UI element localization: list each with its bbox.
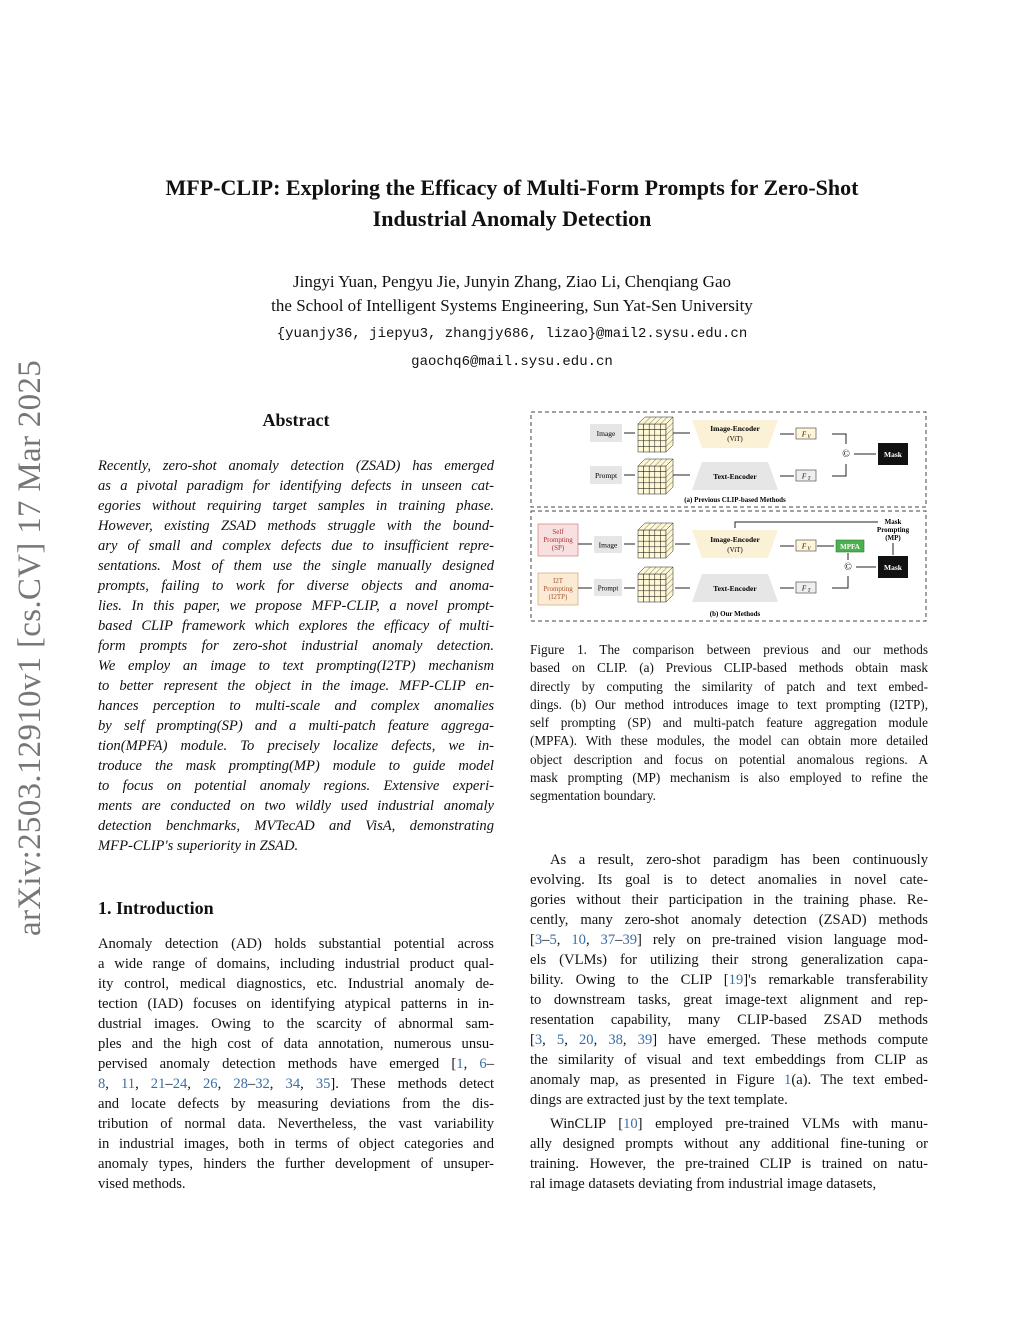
- grid-cell: [649, 552, 655, 558]
- intro-line: ples and the high cost of data annotation, numerous unsu-: [98, 1036, 494, 1052]
- grid-cell: [655, 591, 661, 597]
- text-encoder-a-label: Text-Encoder: [713, 472, 757, 481]
- grid-cell: [644, 580, 650, 586]
- fv-a-label: F: [801, 430, 807, 439]
- grid-cell: [655, 547, 661, 553]
- sp-label-1: Self: [552, 528, 564, 536]
- citation-link[interactable]: 38: [608, 1032, 623, 1048]
- caption-line: (MPFA). With these modules, the model can obtain more detailed: [530, 733, 928, 749]
- grid-cell: [660, 552, 666, 558]
- patch-grid-prompt-a: [638, 459, 673, 494]
- body-line: bility. Owing to the CLIP [19]'s remarkable transferability: [530, 972, 928, 988]
- grid-cell: [638, 466, 644, 472]
- grid-cell: [638, 536, 644, 542]
- author-block: [80, 270, 944, 374]
- grid-cell: [638, 552, 644, 558]
- grid-cell: [649, 574, 655, 580]
- title-line-1: MFP-CLIP: Exploring the Efficacy of Multi-Form Prompts for Zero-Shot: [165, 175, 859, 200]
- grid-cell: [655, 596, 661, 602]
- sp-label-2: Prompting: [543, 536, 573, 544]
- intro-line: dustrial images. Owing to the scarcity of abnormal sam-: [98, 1016, 494, 1032]
- grid-cell: [660, 541, 666, 547]
- citation-link[interactable]: 11: [121, 1076, 136, 1092]
- mask-a-label: Mask: [884, 450, 902, 459]
- body-line: dings are extracted just by the text template.: [530, 1092, 788, 1108]
- body-line: ally designed prompts without any additional fine-tuning or: [530, 1136, 928, 1152]
- intro-line: tribution of normal data. Nevertheless, the vast variability: [98, 1116, 494, 1132]
- citation-link[interactable]: 6: [479, 1056, 487, 1072]
- arrow: [832, 576, 848, 588]
- grid-cell: [649, 446, 655, 452]
- grid-cell: [644, 435, 650, 441]
- image-encoder-a-vit: (ViT): [727, 435, 743, 443]
- arrow: [832, 464, 846, 476]
- grid-cell: [660, 477, 666, 483]
- grid-cell: [649, 585, 655, 591]
- grid-cell: [644, 585, 650, 591]
- grid-cell: [644, 541, 650, 547]
- body-line: resentation capability, many CLIP-based ZSAD methods: [530, 1012, 928, 1028]
- grid-cell: [638, 580, 644, 586]
- grid-cell: [638, 430, 644, 436]
- grid-cell: [649, 547, 655, 553]
- body-line: the similarity of visual and text embeddings from CLIP as: [530, 1052, 928, 1068]
- i2tp-label-1: I2T: [552, 577, 564, 585]
- citation-link[interactable]: 21: [150, 1076, 166, 1092]
- ft-b-label: F: [801, 584, 807, 593]
- arrow: [832, 434, 846, 444]
- patch-grid-prompt-b: [638, 567, 673, 602]
- citation-link[interactable]: 35: [315, 1076, 331, 1092]
- abstract-line: lies. In this paper, we propose MFP-CLIP, a novel prompt-: [98, 598, 494, 614]
- intro-line: and locate defects by measuring deviations from the dis-: [98, 1096, 494, 1112]
- ft-a-label: F: [801, 472, 807, 481]
- figure-1: [530, 410, 928, 625]
- intro-line: a wide range of domains, including industrial product qual-: [98, 956, 494, 972]
- grid-cell: [655, 536, 661, 542]
- grid-cell: [660, 483, 666, 489]
- grid-cell: [638, 547, 644, 553]
- grid-cell: [644, 441, 650, 447]
- grid-cell: [638, 472, 644, 478]
- abstract-body: [98, 456, 494, 856]
- abstract-line: by self prompting(SP) and a multi-patch feature aggrega-: [98, 718, 494, 734]
- panel-b-image-label: Image: [598, 540, 618, 550]
- grid-cell: [655, 483, 661, 489]
- body-line: As a result, zero-shot paradigm has been continuously: [550, 852, 928, 868]
- grid-cell: [649, 424, 655, 430]
- grid-cell: [644, 472, 650, 478]
- abstract-line: as a pivotal paradigm for identifying defects in unseen cat-: [98, 478, 494, 494]
- body-line: evolving. Its goal is to detect anomalies in novel cate-: [530, 872, 928, 888]
- intro-line: pervised anomaly detection methods have emerged [1, 6–: [98, 1056, 495, 1072]
- grid-cell: [649, 596, 655, 602]
- grid-cell: [655, 472, 661, 478]
- citation-link[interactable]: 26: [203, 1076, 218, 1092]
- grid-cell: [649, 430, 655, 436]
- grid-cell: [644, 596, 650, 602]
- abstract-heading: Abstract: [262, 410, 330, 430]
- caption-line: mask prompting (MP) mechanism is also employed to refine the: [530, 770, 928, 786]
- caption-line: self prompting (SP) and multi-patch feature aggregation module: [530, 715, 928, 731]
- grid-cell: [644, 547, 650, 553]
- grid-cell: [655, 530, 661, 536]
- grid-cell: [660, 441, 666, 447]
- grid-cell: [638, 530, 644, 536]
- body-line: cently, many zero-shot anomaly detection (ZSAD) methods: [530, 912, 928, 928]
- grid-cell: [655, 580, 661, 586]
- title-line-2: Industrial Anomaly Detection: [372, 206, 652, 231]
- grid-cell: [655, 430, 661, 436]
- grid-cell: [649, 472, 655, 478]
- grid-cell: [644, 530, 650, 536]
- grid-cell: [655, 446, 661, 452]
- abstract-line: form prompts for zero-shot industrial anomaly detection.: [98, 638, 494, 654]
- caption-line: directly by computing the similarity of patch and text embed-: [530, 678, 928, 694]
- image-encoder-b-label: Image-Encoder: [710, 535, 760, 544]
- grid-cell: [644, 483, 650, 489]
- citation-link[interactable]: 8: [98, 1076, 106, 1092]
- mp-label-3: (MP): [885, 534, 901, 542]
- citation-link[interactable]: 1: [784, 1072, 792, 1088]
- abstract-line: hances perception to multi-scale and complex anomalies: [98, 698, 494, 714]
- grid-cell: [649, 435, 655, 441]
- caption-line: object description and focus on potential anomalous regions. A: [530, 751, 928, 767]
- grid-cell: [660, 596, 666, 602]
- citation-link[interactable]: 19: [728, 972, 744, 988]
- grid-cell: [655, 585, 661, 591]
- citation-link[interactable]: 3: [534, 932, 543, 948]
- panel-b-border: [531, 511, 926, 621]
- email-line-1: {yuanjy36, jiepyu3, zhangjy686, lizao}@mail2.sysu.edu.cn: [276, 326, 748, 342]
- caption-line: based on CLIP. (a) Previous CLIP-based methods obtain mask: [530, 660, 928, 676]
- paper-title: [80, 172, 944, 234]
- ft-b-sub: T: [807, 589, 811, 594]
- grid-cell: [638, 541, 644, 547]
- grid-cell: [649, 530, 655, 536]
- panel-b-caption: (b) Our Methods: [709, 610, 761, 618]
- authors: Jingyi Yuan, Pengyu Jie, Junyin Zhang, Ziao Li, Chenqiang Gao: [292, 272, 731, 291]
- grid-cell: [644, 574, 650, 580]
- citation-link[interactable]: 24: [172, 1076, 188, 1092]
- grid-cell: [644, 591, 650, 597]
- intro-line: anomaly types, hinders the further development of unsuper-: [98, 1156, 494, 1172]
- affiliation: the School of Intelligent Systems Engineering, Sun Yat-Sen University: [271, 296, 753, 315]
- grid-cell: [649, 483, 655, 489]
- grid-cell: [649, 466, 655, 472]
- fv-b-label: F: [801, 542, 807, 551]
- arxiv-sidebar-id: arXiv:2503.12910v1 [cs.CV] 17 Mar 2025: [12, 360, 48, 936]
- grid-cell: [649, 477, 655, 483]
- caption-line: dings. (b) Our method introduces image to text prompting (I2TP),: [530, 696, 928, 712]
- grid-cell: [644, 430, 650, 436]
- abstract-line: tion(MPFA) module. To precisely localize defects, we in-: [98, 738, 494, 754]
- grid-cell: [660, 435, 666, 441]
- grid-cell: [649, 488, 655, 494]
- grid-cell: [655, 552, 661, 558]
- citation-link[interactable]: 37: [600, 932, 616, 948]
- grid-cell: [660, 530, 666, 536]
- abstract-line: egories without requiring target samples in training phase.: [98, 498, 494, 514]
- image-encoder-a-label: Image-Encoder: [710, 424, 760, 433]
- grid-cell: [660, 580, 666, 586]
- grid-cell: [660, 424, 666, 430]
- grid-cell: [649, 541, 655, 547]
- email-line-2: gaochq6@mail.sysu.edu.cn: [411, 354, 613, 370]
- patch-grid-image-b: [638, 523, 673, 558]
- mask-b-label: Mask: [884, 563, 902, 572]
- grid-cell: [660, 446, 666, 452]
- citation-link[interactable]: 39: [622, 932, 638, 948]
- grid-cell: [644, 446, 650, 452]
- caption-line: segmentation boundary.: [530, 788, 656, 804]
- grid-cell: [655, 424, 661, 430]
- citation-link[interactable]: 32: [255, 1076, 270, 1092]
- citation-link[interactable]: 10: [571, 932, 586, 948]
- grid-cell: [660, 430, 666, 436]
- grid-cell: [649, 536, 655, 542]
- grid-cell: [638, 441, 644, 447]
- citation-link[interactable]: 5: [556, 1032, 565, 1048]
- abstract-line: MFP-CLIP's superiority in ZSAD.: [98, 838, 299, 854]
- mpfa-label: MPFA: [840, 543, 860, 551]
- abstract-line: We employ an image to text prompting(I2TP) mechanism: [98, 658, 494, 674]
- figure-1-caption: [530, 641, 928, 806]
- abstract-line: sentations. Most of them use the single manually designed: [98, 558, 494, 574]
- mp-label-1: Mask: [884, 518, 902, 526]
- citation-link[interactable]: 1: [456, 1056, 464, 1072]
- image-encoder-b-vit: (ViT): [727, 546, 743, 554]
- intro-line: in industrial images, both in terms of object categories and: [98, 1136, 494, 1152]
- intro-line: tection (IAD) focuses on identifying atypical patterns in in-: [98, 996, 494, 1012]
- body-line: gories without their participation in the training phase. Re-: [530, 892, 928, 908]
- grid-cell: [655, 466, 661, 472]
- fv-b-sub: V: [807, 547, 811, 552]
- grid-cell: [638, 446, 644, 452]
- grid-cell: [660, 585, 666, 591]
- body-line: anomaly map, as presented in Figure 1(a). The text embed-: [530, 1072, 928, 1088]
- abstract-line: However, existing ZSAD methods struggle with the bound-: [98, 518, 494, 534]
- feedback-arrow: [735, 522, 878, 528]
- abstract-line: Recently, zero-shot anomaly detection (ZSAD) has emerged: [98, 458, 494, 474]
- i2tp-label-3: (I2TP): [548, 593, 568, 601]
- grid-cell: [660, 472, 666, 478]
- grid-cell: [660, 547, 666, 553]
- abstract-line: to focus on potential anomaly regions. Extensive experi-: [98, 778, 494, 794]
- grid-cell: [660, 591, 666, 597]
- caption-line: Figure 1. The comparison between previous and our methods: [530, 642, 928, 657]
- grid-cell: [638, 424, 644, 430]
- grid-cell: [644, 536, 650, 542]
- panel-b-prompt-label: Prompt: [597, 584, 619, 593]
- abstract-line: troduce the mask prompting(MP) module to guide model: [98, 758, 494, 774]
- grid-cell: [655, 574, 661, 580]
- right-column-para-1: [530, 850, 928, 1110]
- grid-cell: [655, 477, 661, 483]
- body-line: [3–5, 10, 37–39] rely on pre-trained vision language mod-: [530, 932, 929, 948]
- grid-cell: [660, 466, 666, 472]
- intro-body: [98, 934, 494, 1194]
- citation-link[interactable]: 34: [285, 1076, 301, 1092]
- grid-cell: [644, 424, 650, 430]
- grid-cell: [644, 552, 650, 558]
- intro-line: Anomaly detection (AD) holds substantial potential across: [98, 936, 494, 952]
- grid-cell: [638, 591, 644, 597]
- grid-cell: [660, 488, 666, 494]
- abstract-line: to better represent the object in the image. MFP-CLIP en-: [98, 678, 494, 694]
- text-encoder-b-label: Text-Encoder: [713, 584, 757, 593]
- grid-cell: [638, 435, 644, 441]
- abstract-line: ary of small and complex defects due to insufficient repre-: [98, 538, 494, 554]
- patch-grid-image-a: [638, 417, 673, 452]
- mp-label-2: Prompting: [876, 526, 910, 534]
- citation-link[interactable]: 10: [623, 1116, 638, 1132]
- grid-cell: [655, 441, 661, 447]
- grid-cell: [660, 536, 666, 542]
- panel-a-prompt-label: Prompt: [594, 471, 618, 480]
- grid-cell: [644, 488, 650, 494]
- concat-b-icon: ©: [844, 562, 852, 573]
- abstract-line: detection benchmarks, MVTecAD and VisA, demonstrating: [98, 818, 494, 834]
- citation-link[interactable]: 28: [233, 1076, 248, 1092]
- grid-cell: [638, 585, 644, 591]
- ft-a-sub: T: [807, 477, 811, 482]
- grid-cell: [649, 441, 655, 447]
- grid-cell: [638, 477, 644, 483]
- body-line: training. However, the pre-trained CLIP is trained on natu-: [530, 1156, 928, 1172]
- abstract-line: based CLIP framework which explores the efficacy of multi-: [98, 618, 494, 634]
- concat-a-icon: ©: [842, 449, 850, 460]
- body-line: to downstream tasks, great image-text alignment and rep-: [530, 992, 928, 1008]
- citation-link[interactable]: 39: [637, 1032, 653, 1048]
- intro-line: vised methods.: [98, 1176, 186, 1192]
- grid-cell: [644, 477, 650, 483]
- abstract-line: prompts, failing to work for diverse objects and anoma-: [98, 578, 494, 594]
- grid-cell: [655, 541, 661, 547]
- citation-link[interactable]: 3: [534, 1032, 543, 1048]
- grid-cell: [649, 591, 655, 597]
- grid-cell: [660, 574, 666, 580]
- body-line: WinCLIP [10] employed pre-trained VLMs with manu-: [550, 1116, 928, 1132]
- grid-cell: [655, 435, 661, 441]
- fv-a-sub: V: [807, 435, 811, 440]
- panel-a-caption: (a) Previous CLIP-based Methods: [684, 496, 786, 504]
- body-line: [3, 5, 20, 38, 39] have emerged. These methods compute: [530, 1032, 929, 1048]
- grid-cell: [638, 483, 644, 489]
- grid-cell: [644, 466, 650, 472]
- abstract-line: ments are conducted on two wildly used industrial anomaly: [98, 798, 494, 814]
- sp-label-3: (SP): [551, 544, 565, 552]
- citation-link[interactable]: 5: [549, 932, 557, 948]
- grid-cell: [655, 488, 661, 494]
- panel-a-image-label: Image: [596, 429, 616, 438]
- grid-cell: [638, 488, 644, 494]
- body-line: els (VLMs) for utilizing their strong generalization capa-: [530, 952, 928, 968]
- intro-line: 8, 11, 21–24, 26, 28–32, 34, 35]. These methods detect: [98, 1076, 495, 1092]
- right-column-para-2: [530, 1114, 928, 1194]
- grid-cell: [638, 574, 644, 580]
- grid-cell: [638, 596, 644, 602]
- citation-link[interactable]: 20: [578, 1032, 594, 1048]
- intro-line: ity control, medical diagnostics, etc. Industrial anomaly de-: [98, 976, 494, 992]
- body-line: ral image datasets deviating from industrial image datasets,: [530, 1176, 877, 1192]
- grid-cell: [649, 580, 655, 586]
- i2tp-label-2: Prompting: [543, 585, 573, 593]
- figure-1-diagram: [530, 410, 928, 625]
- intro-heading: 1. Introduction: [98, 898, 214, 918]
